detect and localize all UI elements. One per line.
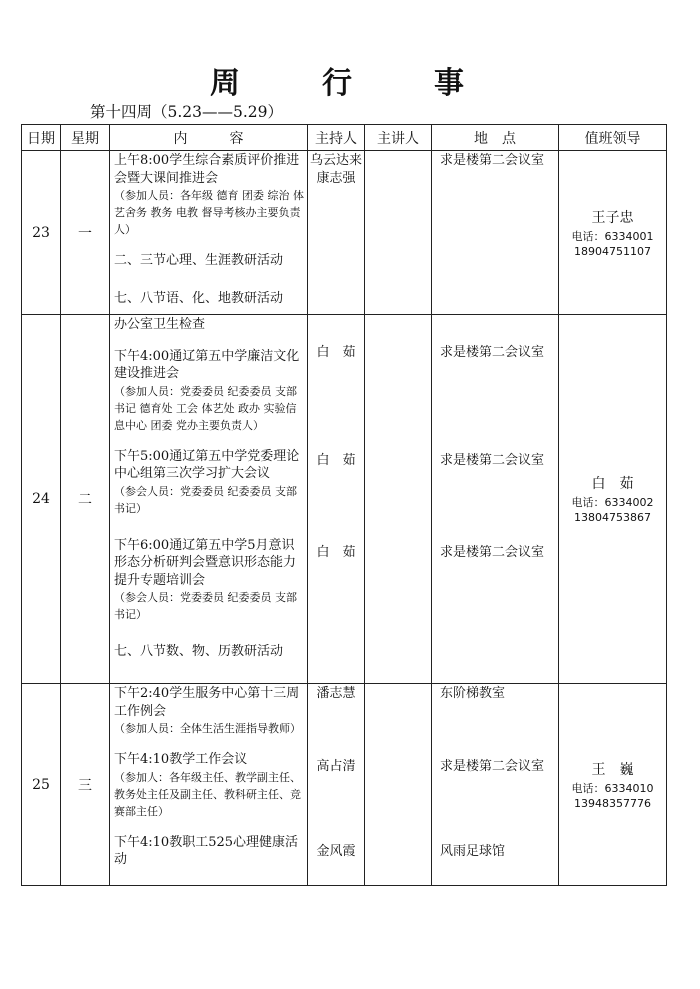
location-cell: 求是楼第二会议室 <box>432 151 559 315</box>
event-title: 下午4:00通辽第五中学廉洁文化建设推进会 <box>114 348 300 381</box>
host-cell <box>308 684 365 886</box>
leader-phone: 电话：6334002 <box>571 496 654 509</box>
leader-mobile: 13948357776 <box>574 796 651 810</box>
event-note: （参加人员：各年级 德育 团委 综治 体艺舍务 教务 电教 督导考核办主要负责人） <box>114 189 304 236</box>
content-cell <box>110 315 308 684</box>
event-note: （参会人员：党委委员 纪委委员 支部书记） <box>114 591 297 621</box>
table-row <box>22 315 667 684</box>
header-location: 地 点 <box>432 125 559 151</box>
location-name: 求是楼第二会议室 <box>440 758 545 774</box>
content-cell <box>110 684 308 886</box>
event-title: 下午2:40学生服务中心第十三周工作例会 <box>114 686 300 719</box>
location-name: 求是楼第二会议室 <box>440 452 545 468</box>
host-name: 金风霞 <box>316 844 356 859</box>
page-title: 周 行 事 <box>210 66 490 101</box>
leader-cell <box>559 315 667 684</box>
host-name: 高占清 <box>316 758 356 774</box>
host-name: 白 茹 <box>316 345 356 360</box>
header-weekday: 星期 <box>61 125 110 151</box>
speaker-cell <box>365 151 432 315</box>
host-cell <box>308 315 365 684</box>
host-cell: 乌云达来 康志强 <box>308 151 365 315</box>
event-title: 下午4:10教职工525心理健康活动 <box>114 834 299 867</box>
leader-phone: 电话：6334010 <box>571 781 654 795</box>
date-cell: 25 <box>22 684 61 886</box>
event-title: 七、八节数、物、历教研活动 <box>114 644 284 659</box>
leader-name: 白 茹 <box>591 476 634 492</box>
host-name: 白 茹 <box>316 452 356 468</box>
event-note: （参会人员：党委委员 纪委委员 支部书记） <box>114 484 297 515</box>
location-name: 东阶梯教室 <box>440 686 506 701</box>
event-title: 上午8:00学生综合素质评价推进会暨大课间推进会 <box>114 153 300 186</box>
host-name: 白 茹 <box>316 545 356 560</box>
weekday-cell: 一 <box>61 151 110 315</box>
location-cell <box>432 315 559 684</box>
location-name: 求是楼第二会议室 <box>440 345 545 360</box>
event-title: 二、三节心理、生涯教研活动 <box>114 253 284 268</box>
event-title: 办公室卫生检查 <box>114 317 206 332</box>
event-note: （参加人员：全体生活生涯指导教师） <box>114 722 301 735</box>
location-name: 求是楼第二会议室 <box>440 545 545 560</box>
event-note: （参加人员：党委委员 纪委委员 支部书记 德育处 工会 体艺处 政办 实验信息中心 团委 党办主要负责人） <box>114 384 297 432</box>
speaker-cell <box>365 684 432 886</box>
location-cell <box>432 684 559 886</box>
leader-cell <box>559 151 667 315</box>
leader-name: 王 巍 <box>591 761 634 778</box>
header-host: 主持人 <box>308 125 365 151</box>
header-row <box>22 125 667 151</box>
content-cell <box>110 151 308 315</box>
leader-mobile: 13804753867 <box>574 511 651 524</box>
header-speaker: 主讲人 <box>365 125 432 151</box>
header-leader: 值班领导 <box>559 125 667 151</box>
location-name: 风雨足球馆 <box>440 844 506 859</box>
event-title: 下午5:00通辽第五中学党委理论中心组第三次学习扩大会议 <box>114 448 300 481</box>
leader-name: 王子忠 <box>591 209 634 226</box>
weekday-cell: 二 <box>61 315 110 684</box>
date-cell: 23 <box>22 151 61 315</box>
week-label: 第十四周（5.23——5.29） <box>90 103 284 121</box>
event-title: 下午4:10教学工作会议 <box>114 752 248 767</box>
event-title: 七、八节语、化、地教研活动 <box>114 290 284 306</box>
leader-phone: 电话：6334001 <box>571 229 654 243</box>
event-note: （参加人：各年级主任、教学副主任、教务处主任及副主任、教科研主任、竞赛部主任） <box>114 770 301 818</box>
host-name: 潘志慧 <box>316 686 356 701</box>
event-title: 下午6:00通辽第五中学5月意识形态分析研判会暨意识形态能力提升专题培训会 <box>114 537 297 588</box>
leader-mobile: 18904751107 <box>574 244 651 258</box>
header-content: 内 容 <box>110 125 308 151</box>
table-row <box>22 684 667 886</box>
weekday-cell: 三 <box>61 684 110 886</box>
table-row <box>22 151 667 315</box>
header-date: 日期 <box>22 125 61 151</box>
speaker-cell <box>365 315 432 684</box>
leader-cell <box>559 684 667 886</box>
date-cell: 24 <box>22 315 61 684</box>
schedule-table <box>21 124 667 886</box>
